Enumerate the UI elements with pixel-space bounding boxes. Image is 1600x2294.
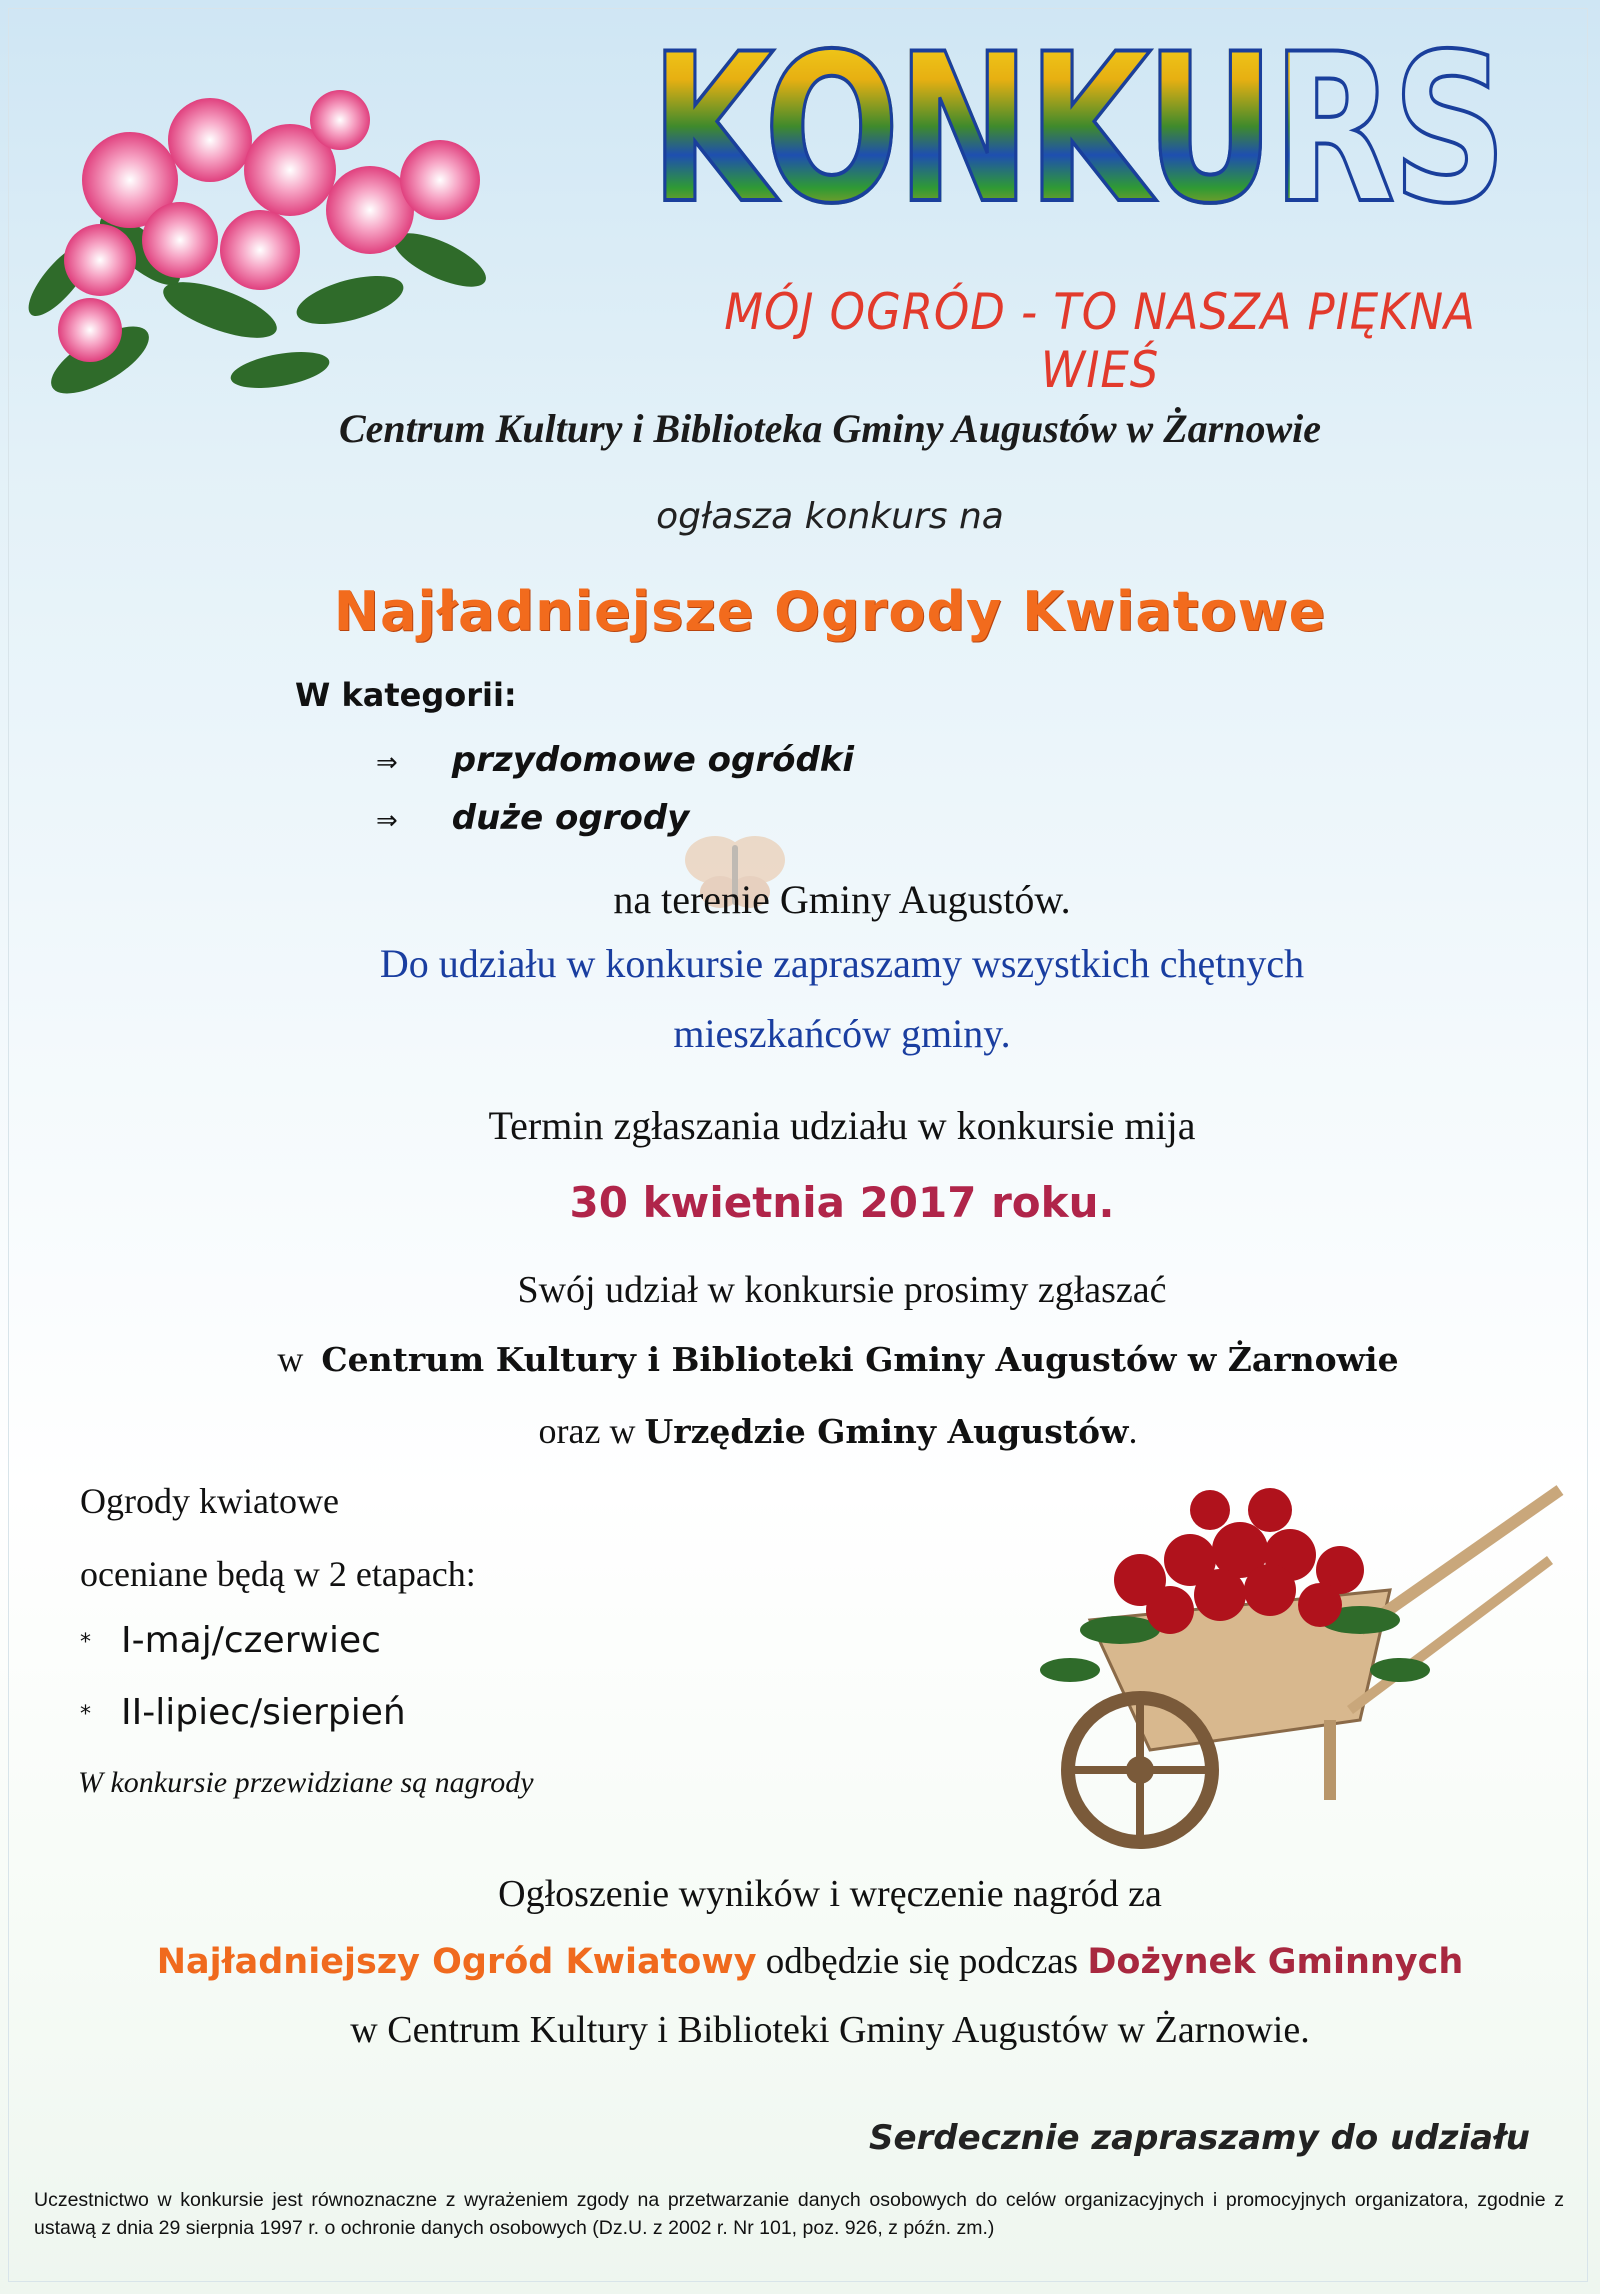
poster-subtitle: MÓJ OGRÓD - TO NASZA PIĘKNA WIEŚ xyxy=(724,283,1476,399)
prizes-note: W konkursie przewidziane są nagrody xyxy=(78,1766,534,1799)
place-prefix: w xyxy=(277,1339,304,1379)
place-name: Urzędzie Gminy Augustów xyxy=(644,1412,1129,1451)
place-name: Centrum Kultury i Biblioteki Gminy Augustów w Żarnowie xyxy=(321,1340,1399,1379)
area-line: na terenie Gminy Augustów. xyxy=(613,877,1071,922)
arrow-right-icon: ⇒ xyxy=(376,806,398,836)
results-line-1: Ogłoszenie wyników i wręczenie nagród za xyxy=(498,1873,1162,1915)
deadline-text: Termin zgłaszania udziału w konkursie mija xyxy=(488,1103,1196,1148)
closing-invitation: Serdecznie zapraszamy do udziału xyxy=(868,2118,1530,2158)
announcement-line: ogłasza konkurs na xyxy=(656,496,1004,537)
deadline-date: 30 kwietnia 2017 roku. xyxy=(569,1178,1115,1227)
event-name: Dożynek Gminnych xyxy=(1087,1942,1464,1982)
arrow-right-icon: ⇒ xyxy=(376,748,398,778)
stage-item xyxy=(80,1692,406,1733)
data-consent-footnote: Uczestnictwo w konkursie jest równoznaczne z wyrażeniem zgody na przetwarzanie danych osobowych do celów organizacyjnych i promocyjnych organizatora, zgodnie z ustawą z dnia 29 sierpnia 1997 r. o ochronie danych osobowych (Dz.U. z 2002 r. Nr 101, poz. 926, z późn. zm.) xyxy=(34,2189,1564,2239)
results-line-3: w Centrum Kultury i Biblioteki Gminy Augustów w Żarnowie. xyxy=(350,2009,1310,2051)
category-label: przydomowe ogródki xyxy=(451,740,855,780)
evaluation-line-1: Ogrody kwiatowe xyxy=(80,1481,339,1521)
application-text: Swój udział w konkursie prosimy zgłaszać xyxy=(517,1269,1167,1311)
invitation-line-1: Do udziału w konkursie zapraszamy wszystkich chętnych xyxy=(379,941,1305,986)
stage-label: II-lipiec/sierpień xyxy=(121,1692,406,1733)
poster-title: KONKURS xyxy=(650,11,1505,249)
stage-label: I-maj/czerwiec xyxy=(121,1620,381,1661)
evaluation-line-2: oceniane będą w 2 etapach: xyxy=(80,1554,476,1594)
stage-item xyxy=(80,1620,381,1661)
place-suffix: . xyxy=(1128,1411,1138,1451)
pink-flowers-image xyxy=(20,60,540,420)
asterisk-bullet-icon: * xyxy=(80,1701,91,1727)
results-line-2 xyxy=(40,1940,1580,1983)
award-name: Najładniejszy Ogród Kwiatowy xyxy=(156,1942,757,1982)
application-place-2 xyxy=(0,1410,1600,1452)
place-prefix: oraz w xyxy=(538,1411,636,1451)
application-place-1 xyxy=(0,1338,1600,1380)
contest-name: Najładniejsze Ogrody Kwiatowe xyxy=(333,580,1327,643)
organizer-name: Centrum Kultury i Biblioteka Gminy Augustów w Żarnowie xyxy=(338,406,1322,451)
categories-label: W kategorii: xyxy=(295,676,517,714)
asterisk-bullet-icon: * xyxy=(80,1629,91,1655)
invitation-line-2: mieszkańców gminy. xyxy=(673,1011,1011,1056)
category-label: duże ogrody xyxy=(451,798,690,838)
flower-wheelbarrow-image xyxy=(1030,1470,1570,1870)
results-middle: odbędzie się podczas xyxy=(765,1941,1079,1982)
category-item xyxy=(376,740,854,780)
category-item xyxy=(376,798,689,838)
